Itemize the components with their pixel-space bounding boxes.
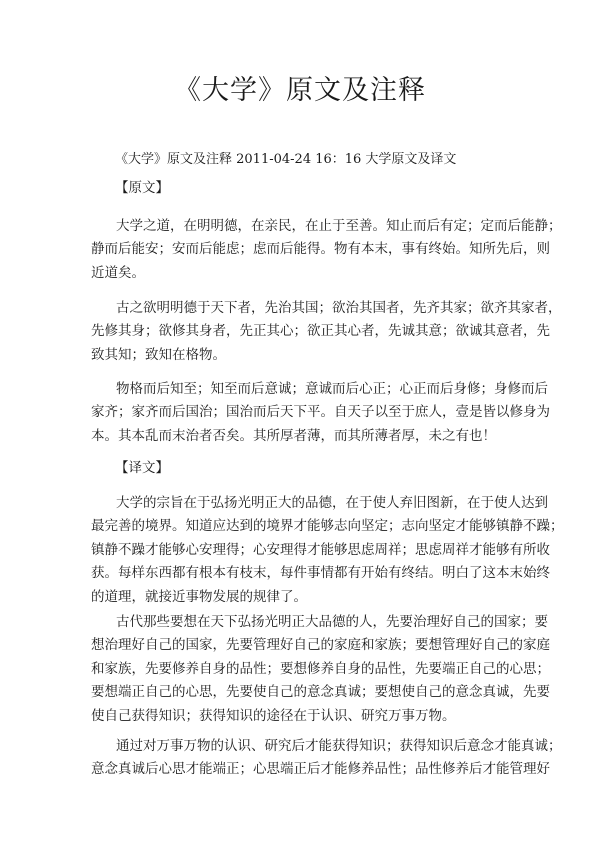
paragraph-line: 要想端正自己的心思，先要使自己的意念真诚；要想使自己的意念真诚，先要: [91, 684, 550, 701]
heading-original: 【原文】: [115, 180, 169, 196]
paragraph-line: 古之欲明明德于天下者，先治其国；欲治其国者，先齐其家；欲齐其家者，: [116, 300, 562, 316]
translation-paragraph-3: [91, 735, 562, 782]
paragraph-line: 物格而后知至；知至而后意诚；意诚而后心正；心正而后身修；身修而后: [116, 381, 548, 397]
translation-paragraph-1: [91, 492, 564, 609]
paragraph-line: 的道理，就接近事物发展的规律了。: [91, 588, 307, 605]
paragraph-line: 大学的宗旨在于弘扬光明正大的品德，在于使人弃旧图新，在于使人达到: [116, 495, 548, 511]
document-meta: 《大学》原文及注释 2011-04-24 16：16 大学原文及译文: [115, 152, 457, 167]
paragraph-line: 获。每样东西都有根本有枝末，每件事情都有开始有终结。明白了这本末始终: [91, 565, 550, 582]
original-paragraph-1: [91, 215, 562, 285]
paragraph-line: 通过对万事万物的认识、研究后才能获得知识；获得知识后意念才能真诚；: [116, 738, 562, 754]
paragraph-line: 想治理好自己的国家，先要管理好自己的家庭和家族；要想管理好自己的家庭: [91, 637, 550, 654]
paragraph-line: 镇静不躁才能够心安理得；心安理得才能够思虑周祥；思虑周祥才能够有所收: [91, 541, 550, 558]
page-title: 《大学》原文及注释: [174, 75, 426, 106]
paragraph-line: 先修其身；欲修其身者，先正其心；欲正其心者，先诚其意；欲诚其意者，先: [91, 323, 550, 340]
original-paragraph-3: [91, 378, 550, 448]
paragraph-line: 使自己获得知识；获得知识的途径在于认识、研究万事万物。: [91, 707, 456, 724]
original-paragraph-2: [91, 297, 562, 367]
paragraph-line: 家齐；家齐而后国治；国治而后天下平。自天子以至于庶人，壹是皆以修身为: [91, 404, 550, 421]
paragraph-line: 古代那些要想在天下弘扬光明正大品德的人，先要治理好自己的国家；要: [116, 614, 548, 630]
paragraph-line: 和家族，先要修养自身的品性；要想修养自身的品性，先要端正自己的心思；: [91, 660, 550, 677]
paragraph-line: 近道矣。: [91, 264, 145, 281]
paragraph-line: 致其知；致知在格物。: [91, 346, 226, 363]
heading-translation: 【译文】: [115, 460, 169, 476]
paragraph-line: 意念真诚后心思才能端正；心思端正后才能修养品性；品性修养后才能管理好: [91, 761, 550, 778]
paragraph-line: 静而后能安；安而后能虑；虑而后能得。物有本末，事有终始。知所先后，则: [91, 241, 550, 258]
paragraph-line: 本。其本乱而末治者否矣。其所厚者薄，而其所薄者厚，未之有也！: [91, 427, 496, 444]
paragraph-line: 最完善的境界。知道应达到的境界才能够志向坚定；志向坚定才能够镇静不躁；: [91, 518, 564, 535]
paragraph-line: 大学之道，在明明德，在亲民，在止于至善。知止而后有定；定而后能静；: [116, 218, 562, 234]
translation-paragraph-2: [91, 611, 550, 728]
